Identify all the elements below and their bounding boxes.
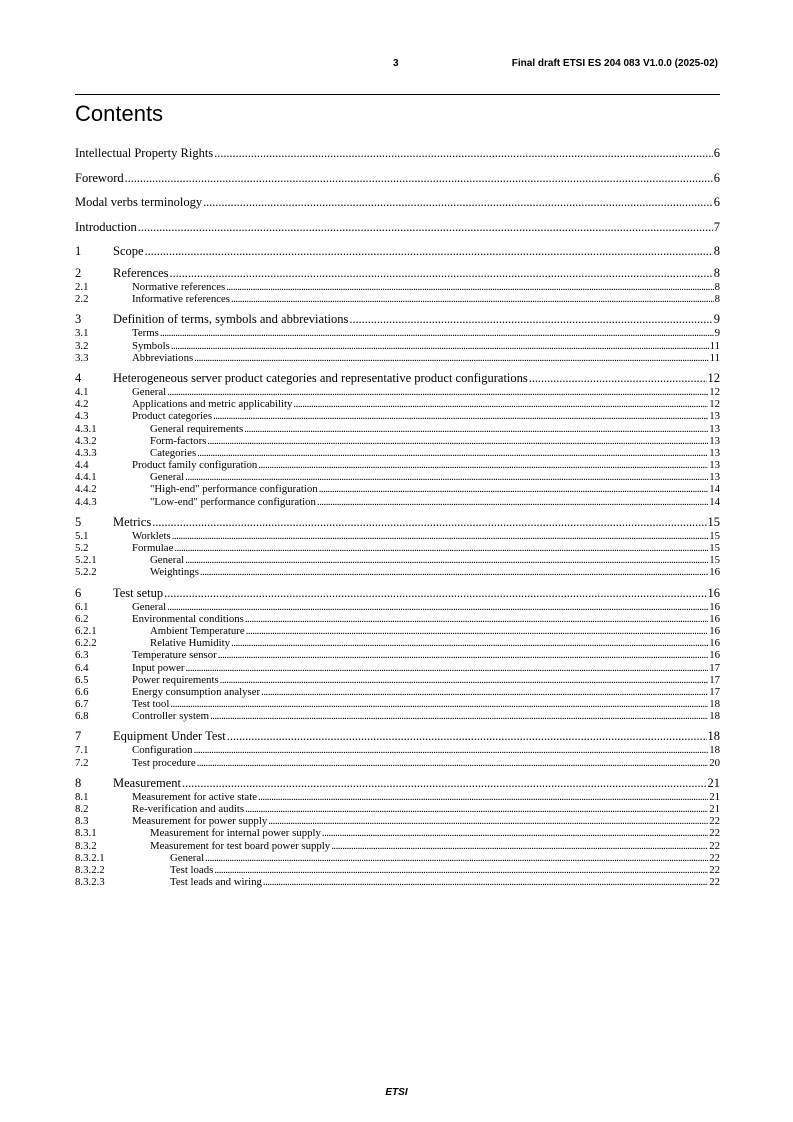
toc-entry-number: 7.1 <box>75 744 89 757</box>
toc-dot-leader <box>200 566 708 578</box>
toc-entry-title: Heterogeneous server product categories and representative product configurations <box>113 370 528 385</box>
toc-entry-number: 4.4 <box>75 459 89 472</box>
toc-dot-leader <box>197 447 708 459</box>
toc-entry-page: 22 <box>709 827 720 840</box>
toc-entry-number: 4.2 <box>75 398 89 411</box>
toc-entry-number: 2 <box>75 266 82 280</box>
toc-entry[interactable] <box>75 864 720 876</box>
toc-entry[interactable] <box>75 791 720 803</box>
header-divider <box>75 94 720 95</box>
toc-entry-title: Categories <box>150 446 197 459</box>
toc-entry-number: 4.4.2 <box>75 483 97 496</box>
toc-dot-leader <box>207 435 708 447</box>
toc-entry-page: 6 <box>713 195 720 209</box>
toc-dot-leader <box>245 613 708 625</box>
toc-entry-title: References <box>113 266 169 280</box>
toc-dot-leader <box>203 194 713 210</box>
toc-entry-title: "High-end" performance configuration <box>150 483 318 496</box>
toc-entry-title: Modal verbs terminology <box>75 195 203 209</box>
toc-entry-title: Temperature sensor <box>132 649 217 662</box>
toc-entry-title: Test leads and wiring <box>170 876 262 889</box>
toc-entry-number: 6.6 <box>75 685 89 698</box>
toc-entry[interactable] <box>75 827 720 839</box>
toc-entry-title: Test setup <box>113 585 164 600</box>
toc-entry[interactable] <box>75 435 720 447</box>
toc-entry-page: 18 <box>707 729 720 744</box>
toc-entry[interactable] <box>75 219 720 235</box>
header-page-number: 3 <box>393 58 399 69</box>
toc-entry-number: 5.2 <box>75 542 89 554</box>
toc-entry[interactable] <box>75 459 720 471</box>
toc-entry-title: Terms <box>132 327 159 340</box>
toc-dot-leader <box>185 662 708 674</box>
toc-entry[interactable] <box>75 471 720 483</box>
toc-dot-leader <box>268 815 708 827</box>
toc-entry-page: 16 <box>709 600 720 613</box>
toc-entry-number: 6.3 <box>75 649 89 662</box>
toc-entry-title: General requirements <box>150 422 244 435</box>
toc-entry-title: Normative references <box>132 281 226 293</box>
toc-entry-page: 22 <box>709 839 720 852</box>
toc-entry-page: 22 <box>709 851 720 864</box>
toc-entry-number: 6.7 <box>75 698 89 711</box>
toc-entry-title: Introduction <box>75 219 137 234</box>
toc-entry-page: 13 <box>709 446 720 459</box>
toc-entry-number: 4 <box>75 370 82 385</box>
toc-dot-leader <box>263 876 708 888</box>
toc-entry-title: General <box>132 385 167 398</box>
toc-dot-leader <box>293 398 708 410</box>
toc-entry-title: Measurement for internal power supply <box>150 827 321 840</box>
toc-entry-number: 3.3 <box>75 351 89 364</box>
toc-dot-leader <box>185 554 708 566</box>
toc-entry-title: Intellectual Property Rights <box>75 146 214 160</box>
toc-entry-page: 13 <box>709 471 720 484</box>
toc-dot-leader <box>529 370 707 386</box>
toc-dot-leader <box>185 471 708 483</box>
toc-entry-page: 21 <box>709 803 720 815</box>
toc-entry-number: 3.1 <box>75 327 89 340</box>
toc-entry-title: Equipment Under Test <box>113 729 226 744</box>
toc-entry-number: 8.1 <box>75 790 89 803</box>
toc-entry[interactable] <box>75 757 720 769</box>
toc-entry-number: 7.2 <box>75 756 89 769</box>
toc-dot-leader <box>145 243 713 259</box>
toc-entry[interactable] <box>75 542 720 554</box>
toc-entry-page: 22 <box>709 863 720 876</box>
toc-entry[interactable] <box>75 775 720 791</box>
toc-entry-number: 5.2.1 <box>75 554 97 567</box>
toc-entry[interactable] <box>75 744 720 756</box>
toc-entry-number: 4.3 <box>75 410 89 423</box>
toc-entry-number: 6.5 <box>75 673 89 686</box>
toc-dot-leader <box>160 327 714 339</box>
toc-entry-number: 6 <box>75 585 82 600</box>
toc-entry-title: Definition of terms, symbols and abbreviations <box>113 312 349 327</box>
toc-entry-page: 12 <box>709 385 720 398</box>
toc-entry-number: 4.3.3 <box>75 446 97 459</box>
toc-entry-title: Abbreviations <box>132 351 194 364</box>
toc-entry[interactable] <box>75 710 720 722</box>
toc-entry[interactable] <box>75 410 720 422</box>
toc-entry-page: 16 <box>709 649 720 662</box>
toc-dot-leader <box>182 775 706 791</box>
toc-entry[interactable] <box>75 698 720 710</box>
toc-entry-page: 22 <box>709 815 720 828</box>
toc-entry-title: Configuration <box>132 744 193 757</box>
toc-entry-page: 18 <box>709 744 720 757</box>
toc-entry-title: Environmental conditions <box>132 612 244 625</box>
toc-entry-title: Measurement for active state <box>132 790 258 803</box>
toc-entry-page: 16 <box>707 585 720 600</box>
toc-entry-page: 13 <box>709 434 720 447</box>
toc-entry-title: Relative Humidity <box>150 637 231 650</box>
toc-entry[interactable] <box>75 311 720 327</box>
toc-entry-title: Power requirements <box>132 673 219 686</box>
toc-entry[interactable] <box>75 243 720 259</box>
toc-entry-title: Symbols <box>132 339 170 352</box>
toc-entry-page: 21 <box>707 775 720 790</box>
toc-entry-page: 9 <box>714 327 720 340</box>
toc-dot-leader <box>210 710 708 722</box>
toc-dot-leader <box>138 219 713 235</box>
toc-entry-number: 6.2.1 <box>75 624 97 637</box>
toc-entry-title: Controller system <box>132 710 210 723</box>
toc-dot-leader <box>171 340 709 352</box>
toc-dot-leader <box>213 410 708 422</box>
toc-entry[interactable] <box>75 194 720 210</box>
toc-entry[interactable] <box>75 876 720 888</box>
toc-dot-leader <box>125 170 713 186</box>
toc-dot-leader <box>164 585 706 601</box>
toc-entry-number: 8.3 <box>75 815 89 828</box>
toc-entry[interactable] <box>75 566 720 578</box>
toc-dot-leader <box>331 840 708 852</box>
toc-entry-title: Worklets <box>132 529 171 542</box>
toc-dot-leader <box>226 281 713 293</box>
toc-entry-page: 11 <box>709 339 720 352</box>
toc-entry-title: Scope <box>113 244 144 258</box>
toc-dot-leader <box>231 293 714 305</box>
toc-dot-leader <box>258 459 708 471</box>
toc-entry[interactable] <box>75 370 720 386</box>
toc-entry-page: 7 <box>713 219 720 234</box>
toc-entry-number: 3.2 <box>75 339 89 352</box>
toc-dot-leader <box>172 530 708 542</box>
toc-entry-number: 4.1 <box>75 385 89 398</box>
toc-entry-title: Measurement for power supply <box>132 815 268 828</box>
toc-entry-page: 11 <box>709 351 720 364</box>
toc-entry-number: 8.2 <box>75 803 89 815</box>
toc-entry[interactable] <box>75 265 720 281</box>
toc-entry[interactable] <box>75 613 720 625</box>
toc-entry-number: 5.2.2 <box>75 566 97 579</box>
toc-entry-page: 12 <box>709 398 720 411</box>
toc-entry-page: 8 <box>713 266 720 280</box>
toc-dot-leader <box>174 542 708 554</box>
toc-dot-leader <box>244 423 708 435</box>
toc-entry[interactable] <box>75 554 720 566</box>
toc-entry-title: "Low-end" performance configuration <box>150 495 316 508</box>
toc-dot-leader <box>231 637 708 649</box>
toc-entry-page: 21 <box>709 790 720 803</box>
toc-dot-leader <box>246 625 709 637</box>
toc-entry-number: 8.3.2.3 <box>75 876 105 889</box>
toc-dot-leader <box>258 791 708 803</box>
toc-entry[interactable] <box>75 145 720 161</box>
toc-entry[interactable] <box>75 327 720 339</box>
toc-entry[interactable] <box>75 293 720 305</box>
toc-entry-number: 4.4.3 <box>75 495 97 508</box>
toc-dot-leader <box>194 352 708 364</box>
toc-dot-leader <box>214 145 713 161</box>
toc-entry-page: 22 <box>709 876 720 889</box>
toc-entry-page: 18 <box>709 698 720 711</box>
toc-entry-page: 16 <box>709 624 720 637</box>
toc-entry[interactable] <box>75 530 720 542</box>
toc-dot-leader <box>245 803 708 815</box>
toc-entry[interactable] <box>75 340 720 352</box>
toc-entry-page: 13 <box>709 422 720 435</box>
toc-entry-number: 1 <box>75 244 82 258</box>
toc-entry[interactable] <box>75 674 720 686</box>
toc-entry-page: 8 <box>714 293 720 306</box>
toc-entry-page: 16 <box>709 566 720 579</box>
toc-dot-leader <box>261 686 708 698</box>
table-of-contents <box>75 145 720 888</box>
toc-entry-number: 6.2 <box>75 612 89 625</box>
toc-entry[interactable] <box>75 483 720 495</box>
toc-entry[interactable] <box>75 447 720 459</box>
toc-entry-title: Applications and metric applicability <box>132 398 293 411</box>
toc-entry-number: 6.4 <box>75 661 89 674</box>
toc-entry[interactable] <box>75 852 720 864</box>
toc-entry-title: Foreword <box>75 170 124 185</box>
toc-dot-leader <box>205 852 708 864</box>
toc-dot-leader <box>322 827 708 839</box>
footer-etsi-label: ETSI <box>385 1087 408 1098</box>
toc-entry[interactable] <box>75 815 720 827</box>
toc-entry-title: Energy consumption analyser <box>132 685 261 698</box>
toc-entry-title: General <box>170 851 205 864</box>
toc-entry-page: 13 <box>709 410 720 423</box>
toc-entry[interactable] <box>75 686 720 698</box>
toc-entry-title: Ambient Temperature <box>150 624 245 637</box>
toc-entry-page: 6 <box>713 170 720 185</box>
toc-entry-number: 4.3.1 <box>75 422 97 435</box>
toc-entry-page: 13 <box>709 459 720 472</box>
toc-entry-number: 3 <box>75 312 82 327</box>
toc-entry-title: Input power <box>132 661 185 674</box>
toc-entry-title: Formulae <box>132 542 174 554</box>
toc-entry-title: General <box>150 554 185 567</box>
toc-entry[interactable] <box>75 423 720 435</box>
toc-entry-page: 12 <box>707 370 720 385</box>
toc-entry-page: 8 <box>714 281 720 293</box>
header-document-title: Final draft ETSI ES 204 083 V1.0.0 (2025-02) <box>511 58 718 69</box>
toc-entry-title: Metrics <box>113 514 152 529</box>
toc-dot-leader <box>197 757 709 769</box>
toc-entry-number: 6.8 <box>75 710 89 723</box>
toc-dot-leader <box>167 601 708 613</box>
toc-dot-leader <box>218 649 709 661</box>
toc-entry-number: 8.3.2.2 <box>75 863 105 876</box>
toc-dot-leader <box>349 311 712 327</box>
toc-entry-page: 17 <box>709 685 720 698</box>
toc-entry[interactable] <box>75 398 720 410</box>
toc-entry[interactable] <box>75 625 720 637</box>
toc-entry-number: 8.3.1 <box>75 827 97 840</box>
toc-dot-leader <box>214 864 708 876</box>
toc-entry-title: Informative references <box>132 293 231 306</box>
toc-entry-number: 2.2 <box>75 293 89 306</box>
toc-entry-page: 15 <box>707 514 720 529</box>
toc-dot-leader <box>170 698 708 710</box>
toc-entry-title: Test procedure <box>132 756 196 769</box>
toc-entry[interactable] <box>75 352 720 364</box>
toc-entry[interactable] <box>75 662 720 674</box>
toc-entry[interactable] <box>75 840 720 852</box>
toc-entry-title: Weightings <box>150 566 199 579</box>
toc-entry-page: 15 <box>709 542 720 554</box>
toc-dot-leader <box>220 674 709 686</box>
toc-entry-page: 16 <box>709 612 720 625</box>
toc-entry-page: 18 <box>709 710 720 723</box>
toc-entry-page: 14 <box>709 495 720 508</box>
toc-entry[interactable] <box>75 585 720 601</box>
toc-entry[interactable] <box>75 281 720 293</box>
toc-entry-number: 8.3.2 <box>75 839 97 852</box>
toc-entry-title: Measurement <box>113 775 182 790</box>
toc-entry-page: 20 <box>709 756 720 769</box>
toc-entry-number: 6.2.2 <box>75 637 97 650</box>
toc-dot-leader <box>319 483 708 495</box>
toc-entry[interactable] <box>75 601 720 613</box>
toc-entry-number: 2.1 <box>75 281 89 293</box>
toc-dot-leader <box>194 744 709 756</box>
toc-entry[interactable] <box>75 803 720 815</box>
toc-entry-title: Product family configuration <box>132 459 258 472</box>
contents-heading: Contents <box>75 101 164 126</box>
toc-dot-leader <box>227 728 707 744</box>
toc-entry-page: 15 <box>709 554 720 567</box>
toc-entry[interactable] <box>75 637 720 649</box>
toc-entry[interactable] <box>75 496 720 508</box>
toc-entry-number: 5.1 <box>75 529 89 542</box>
toc-entry[interactable] <box>75 170 720 186</box>
toc-entry-title: General <box>150 471 185 484</box>
toc-entry-title: General <box>132 600 167 613</box>
toc-entry-number: 8.3.2.1 <box>75 851 105 864</box>
toc-entry-page: 17 <box>709 661 720 674</box>
toc-entry-title: Test tool <box>132 698 170 711</box>
toc-entry-page: 16 <box>709 637 720 650</box>
toc-entry-title: Product categories <box>132 410 213 423</box>
toc-entry[interactable] <box>75 514 720 530</box>
toc-entry-page: 8 <box>713 244 720 258</box>
toc-entry-page: 9 <box>713 312 720 327</box>
toc-dot-leader <box>152 514 706 530</box>
toc-entry-title: Measurement for test board power supply <box>150 839 331 852</box>
toc-entry-number: 6.1 <box>75 600 89 613</box>
toc-entry[interactable] <box>75 649 720 661</box>
toc-dot-leader <box>167 386 708 398</box>
toc-entry-number: 4.3.2 <box>75 434 97 447</box>
toc-entry-title: Form-factors <box>150 434 207 447</box>
toc-entry-page: 14 <box>709 483 720 496</box>
toc-entry-page: 6 <box>713 146 720 160</box>
toc-dot-leader <box>170 265 713 281</box>
toc-entry-page: 17 <box>709 673 720 686</box>
toc-entry-number: 4.4.1 <box>75 471 97 484</box>
toc-entry[interactable] <box>75 386 720 398</box>
toc-dot-leader <box>317 496 708 508</box>
toc-entry[interactable] <box>75 728 720 744</box>
toc-entry-number: 7 <box>75 729 82 744</box>
toc-entry-title: Test loads <box>170 863 214 876</box>
toc-entry-number: 5 <box>75 514 82 529</box>
toc-entry-page: 15 <box>709 529 720 542</box>
toc-entry-title: Re-verification and audits <box>132 803 245 815</box>
toc-entry-number: 8 <box>75 775 82 790</box>
